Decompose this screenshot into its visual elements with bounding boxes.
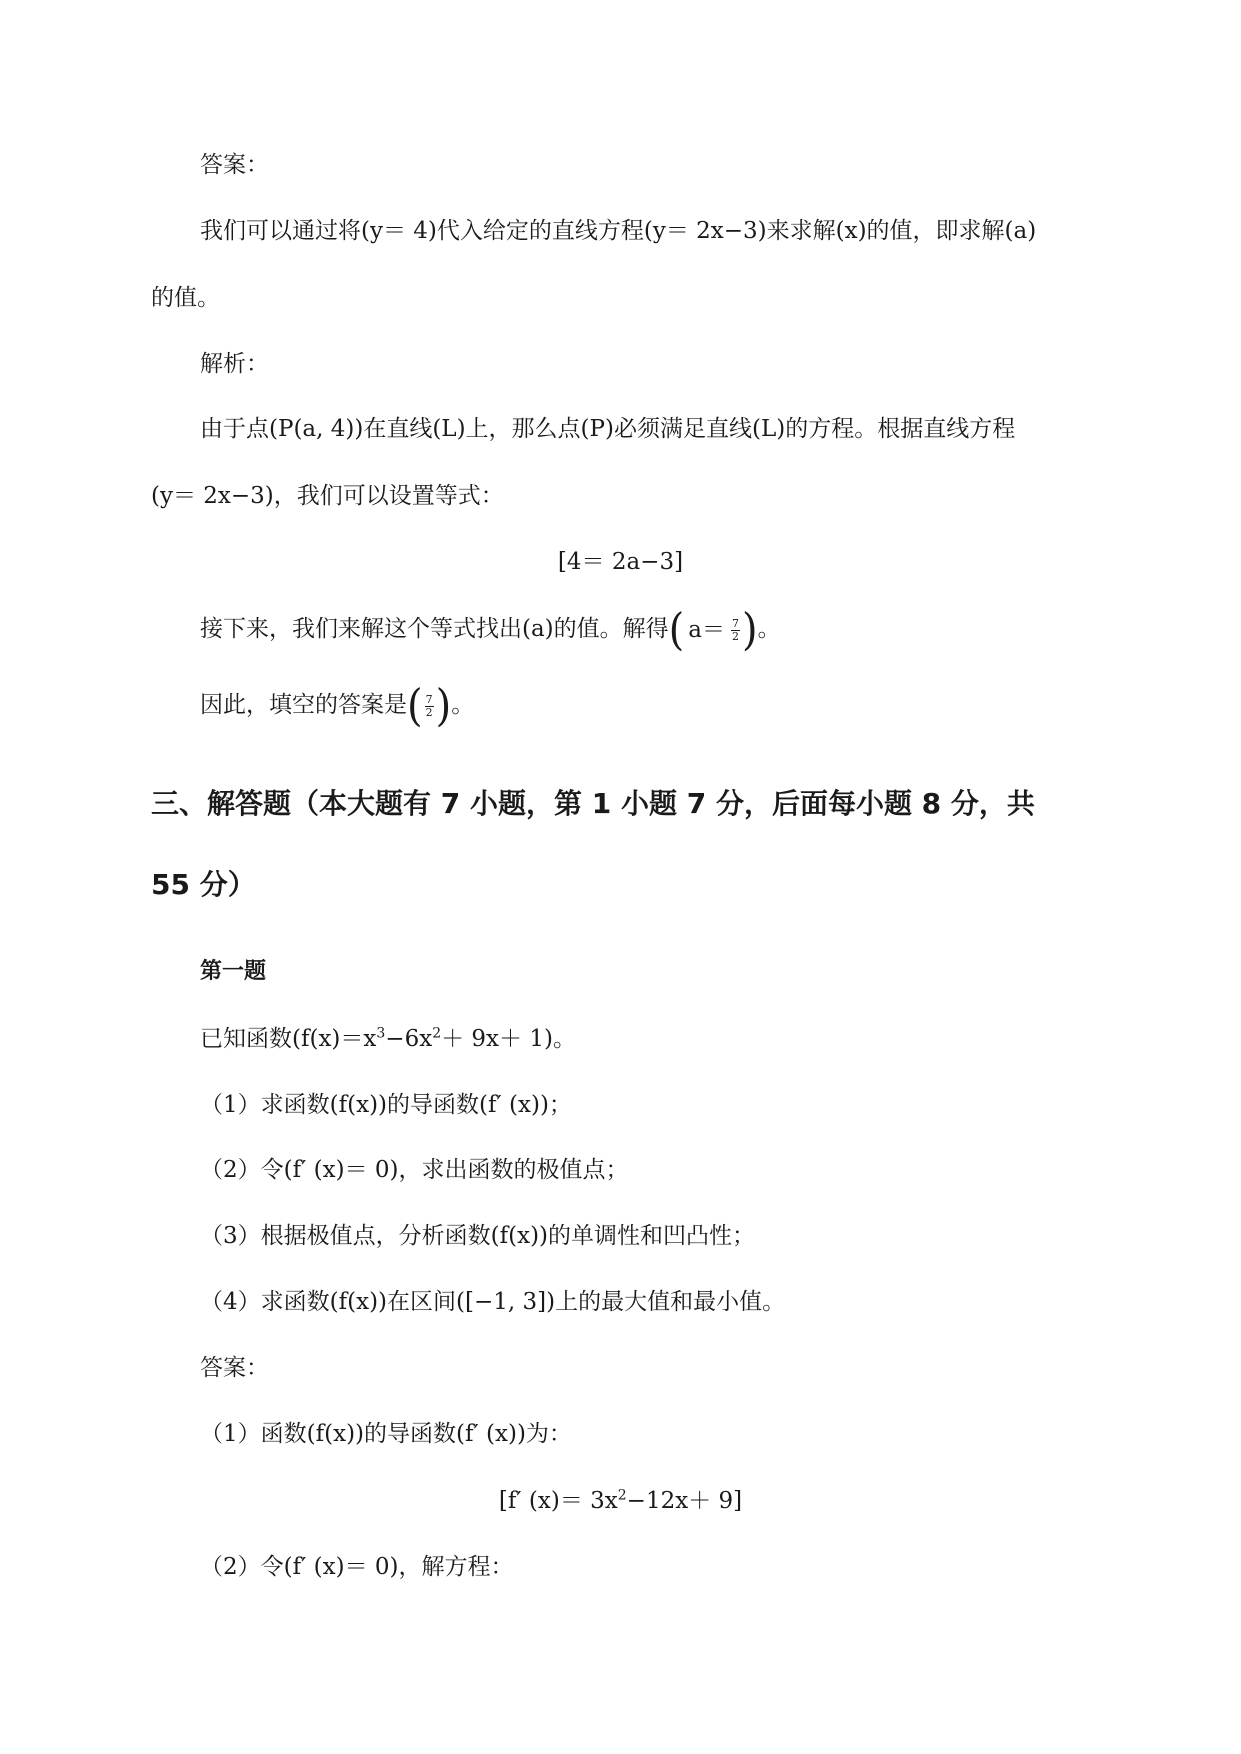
- derivative-prefix: [f′ (x)＝ 3x: [498, 1488, 618, 1514]
- question-part-1: （1）求函数(f(x))的导函数(f′ (x))；: [200, 1092, 572, 1118]
- analysis-label: 解析：: [200, 351, 269, 377]
- question-given: [200, 1022, 1160, 1056]
- fraction: [731, 618, 740, 643]
- fill-answer-line: [200, 680, 1160, 732]
- analysis-text-line-1: 由于点(P(a, 4))在直线(L)上，那么点(P)必须满足直线(L)的方程。根据直线方程: [200, 416, 1016, 442]
- derivative-suffix: −12x＋ 9]: [626, 1488, 743, 1514]
- question-part-3: （3）根据极值点，分析函数(f(x))的单调性和凹凸性；: [200, 1223, 756, 1249]
- fill-formula: [407, 680, 452, 732]
- section-heading-line-2: 55 分）: [151, 868, 256, 901]
- fraction-denominator: 2: [425, 705, 433, 719]
- solve-prefix: 接下来，我们来解这个等式找出(a)的值。解得: [200, 616, 669, 642]
- question-title: 第一题: [200, 959, 267, 984]
- answer-text-line-1: 我们可以通过将(y＝ 4)代入给定的直线方程(y＝ 2x−3)来求解(x)的值，即求解(a): [200, 218, 1037, 244]
- given-exponent-1: 3: [376, 1025, 386, 1042]
- solve-line: [200, 604, 1160, 656]
- derivative-equation: [0, 1484, 1241, 1518]
- fraction-numerator: 7: [732, 616, 739, 630]
- given-suffix: ＋ 9x＋ 1)。: [441, 1026, 576, 1052]
- solve-suffix: 。: [757, 616, 781, 642]
- left-paren: (: [407, 680, 423, 732]
- given-mid: −6x: [385, 1026, 433, 1052]
- answer-text-line-2: 的值。: [151, 285, 220, 311]
- fraction-numerator: 7: [425, 692, 433, 706]
- derivative-exponent: 2: [617, 1487, 627, 1504]
- analysis-text-line-2: (y＝ 2x−3)，我们可以设置等式：: [151, 483, 504, 509]
- answer-part-1: （1）函数(f(x))的导函数(f′ (x))为：: [200, 1421, 572, 1447]
- fraction-denominator: 2: [732, 629, 739, 643]
- given-prefix: 已知函数(f(x)＝x: [200, 1026, 377, 1052]
- q1-answer-label: 答案：: [200, 1355, 269, 1381]
- left-paren: (: [668, 604, 685, 656]
- solve-variable: a＝: [688, 617, 725, 643]
- right-paren: ): [435, 680, 452, 732]
- question-part-2: （2）令(f′ (x)＝ 0)，求出函数的极值点；: [200, 1157, 629, 1183]
- fill-suffix: 。: [451, 692, 475, 718]
- answer-part-2: （2）令(f′ (x)＝ 0)，解方程：: [200, 1554, 514, 1580]
- question-part-4: （4）求函数(f(x))在区间([−1, 3])上的最大值和最小值。: [200, 1289, 786, 1315]
- given-exponent-2: 2: [432, 1025, 442, 1042]
- section-heading-line-1: 三、解答题（本大题有 7 小题，第 1 小题 7 分，后面每小题 8 分，共: [151, 787, 1035, 820]
- answer-label: 答案：: [200, 152, 269, 178]
- solution-formula: [668, 604, 758, 656]
- fraction: [425, 694, 434, 719]
- equation-line: [4＝ 2a−3]: [557, 549, 684, 575]
- fill-prefix: 因此，填空的答案是: [200, 692, 407, 718]
- right-paren: ): [742, 604, 758, 656]
